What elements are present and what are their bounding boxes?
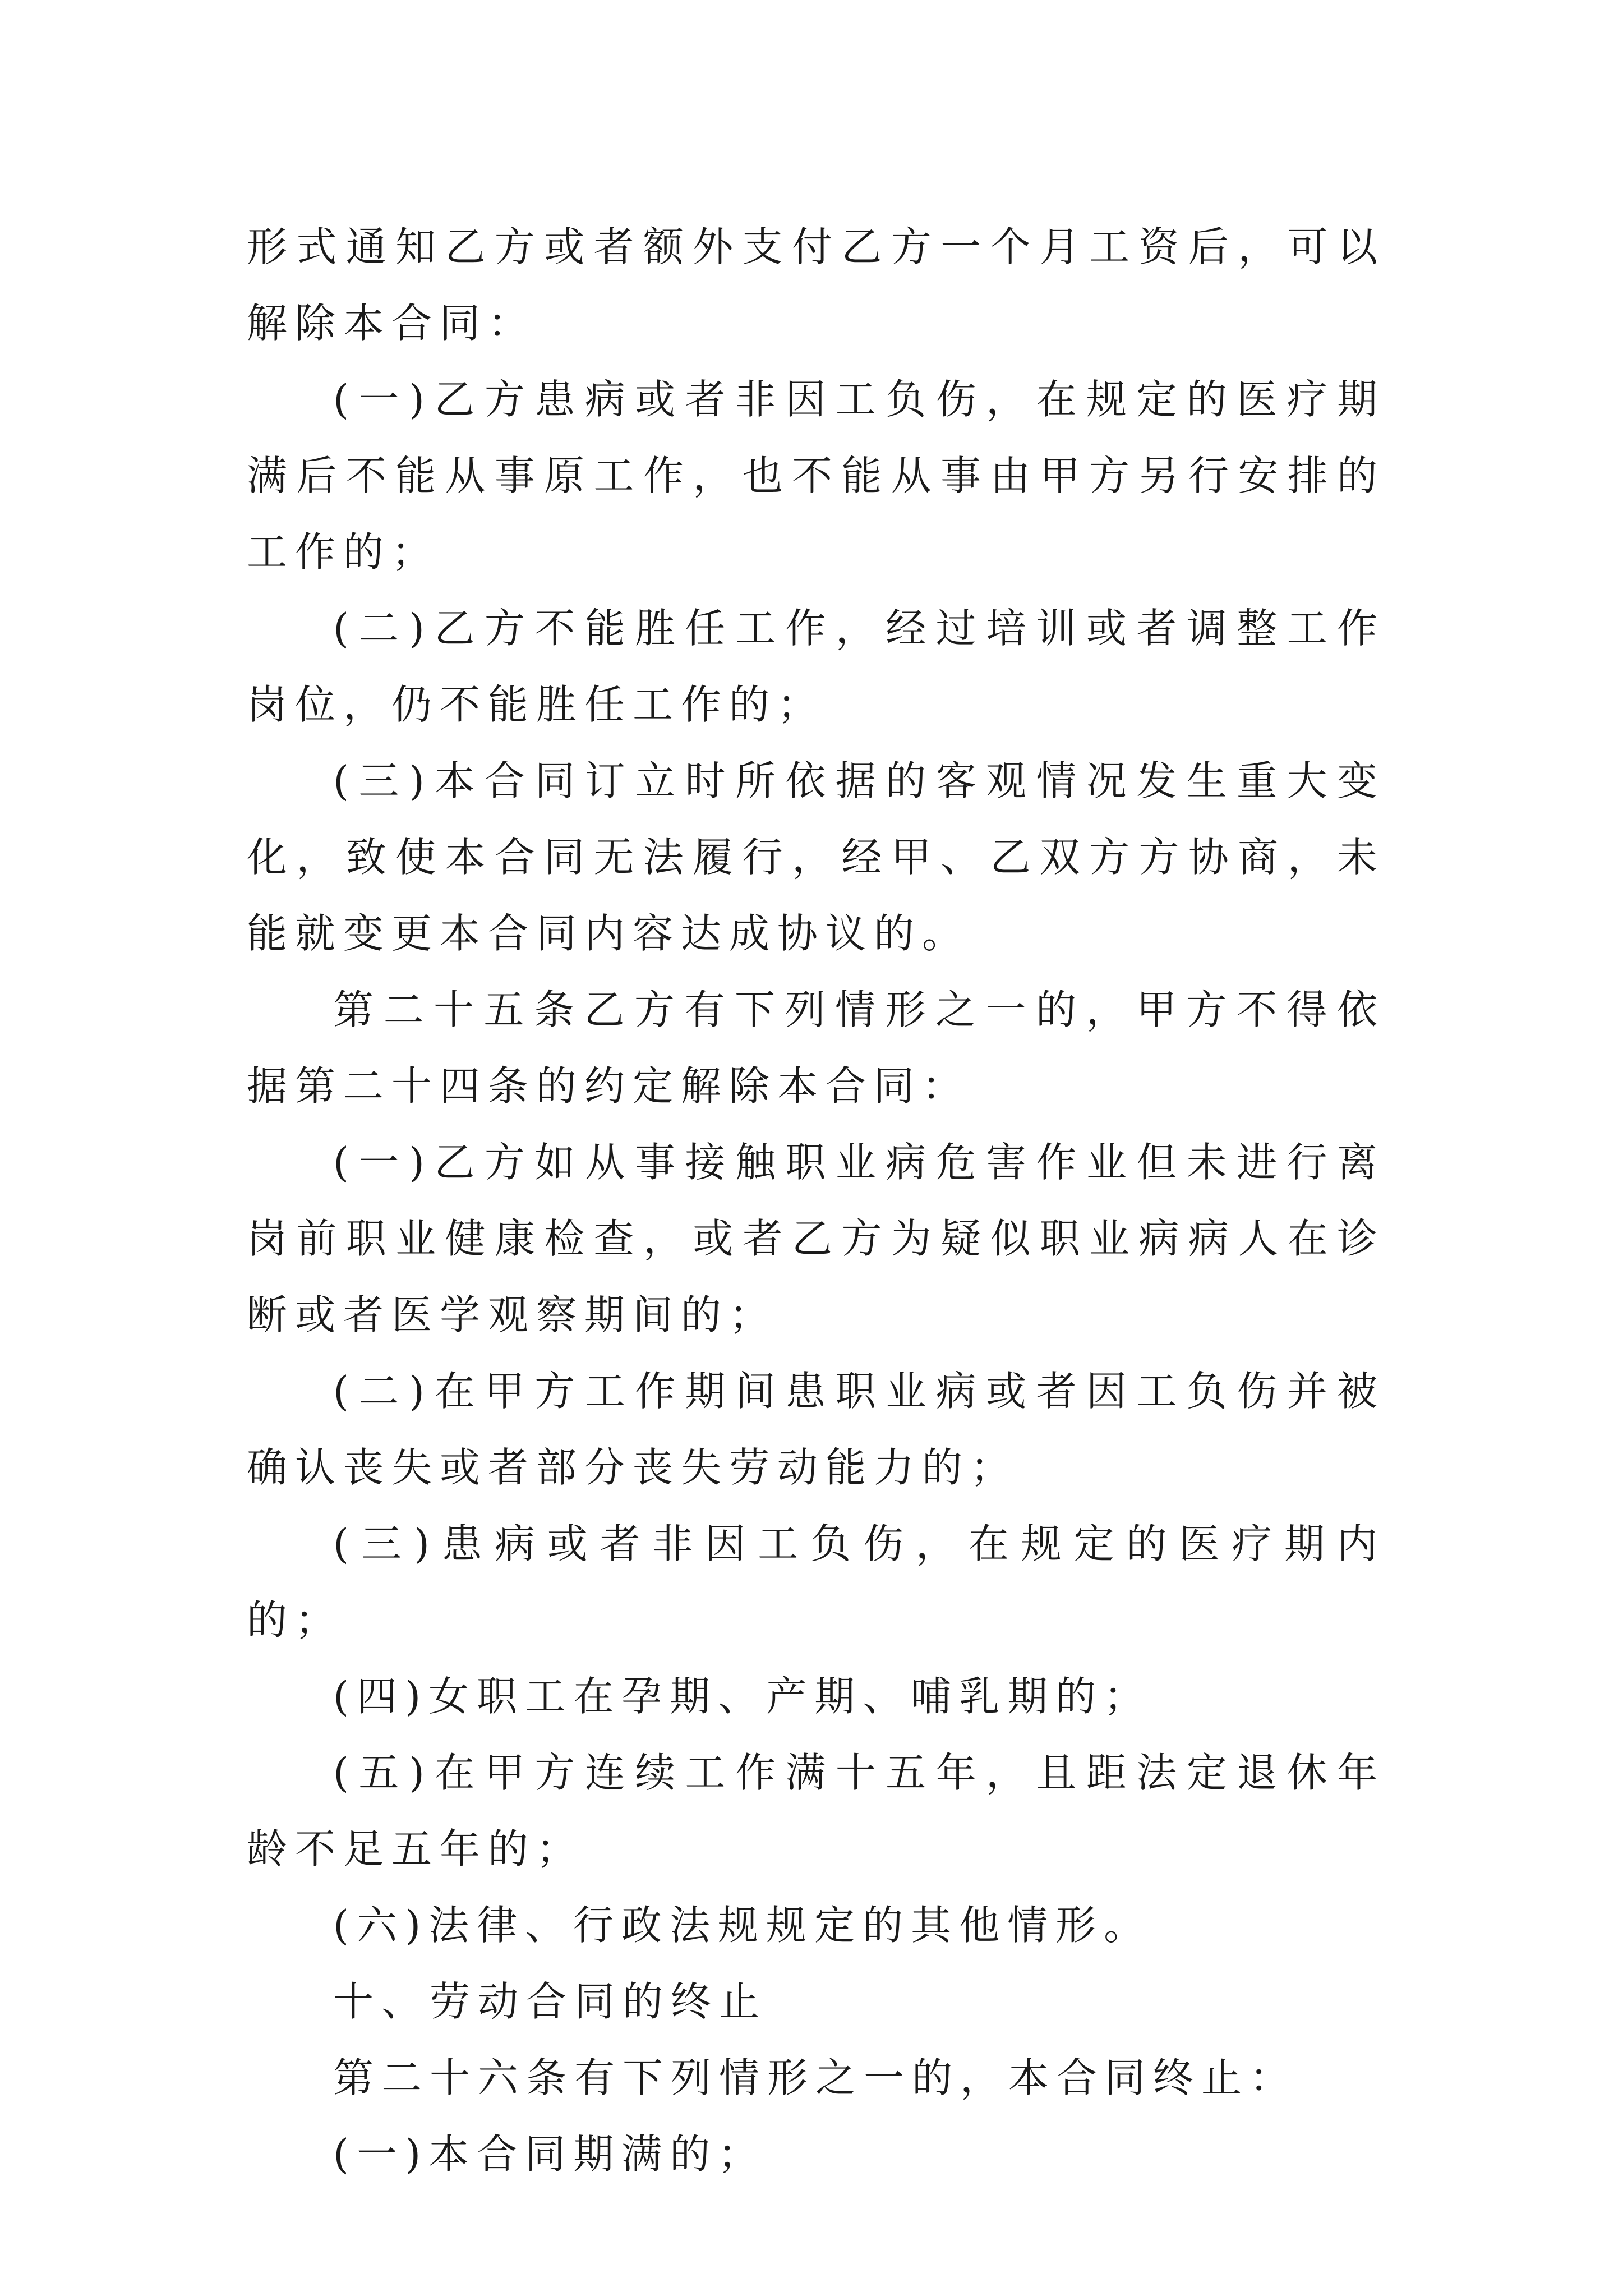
paragraph: (三)患病或者非因工负伤，在规定的医疗期内的； [247,1520,1385,1644]
paragraph: (一)乙方如从事接触职业病危害作业但未进行离岗前职业健康检查，或者乙方为疑似职业病病人在诊断或者医学观察期间的； [247,1139,1385,1338]
paragraph: (二)在甲方工作期间患职业病或者因工负伤并被确认丧失或者部分丧失劳动能力的； [247,1368,1385,1491]
paragraph: (二)乙方不能胜任工作，经过培训或者调整工作岗位，仍不能胜任工作的； [247,605,1385,728]
paragraph: (五)在甲方连续工作满十五年，且距法定退休年龄不足五年的； [247,1749,1385,1872]
paragraph: (六)法律、行政法规规定的其他情形。 [333,1902,1152,1949]
article-heading-paragraph: 第二十六条有下列情形之一的，本合同终止： [333,2054,1298,2101]
article-heading-paragraph: 第二十五条乙方有下列情形之一的，甲方不得依据第二十四条的约定解除本合同： [247,986,1385,1110]
paragraph: (三)本合同订立时所依据的客观情况发生重大变化，致使本合同无法履行，经甲、乙双方方协商，未能就变更本合同内容达成协议的。 [247,757,1385,957]
section-heading: 十、劳动合同的终止 [333,1978,768,2025]
paragraph: (一)乙方患病或者非因工负伤，在规定的医疗期满后不能从事原工作，也不能从事由甲方另行安排的工作的； [247,376,1385,576]
paragraph: (四)女职工在孕期、产期、哺乳期的； [333,1673,1152,1720]
paragraph: 形式通知乙方或者额外支付乙方一个月工资后，可以解除本合同： [247,223,1385,347]
paragraph: (一)本合同期满的； [333,2131,767,2178]
document-body [247,209,1385,2192]
